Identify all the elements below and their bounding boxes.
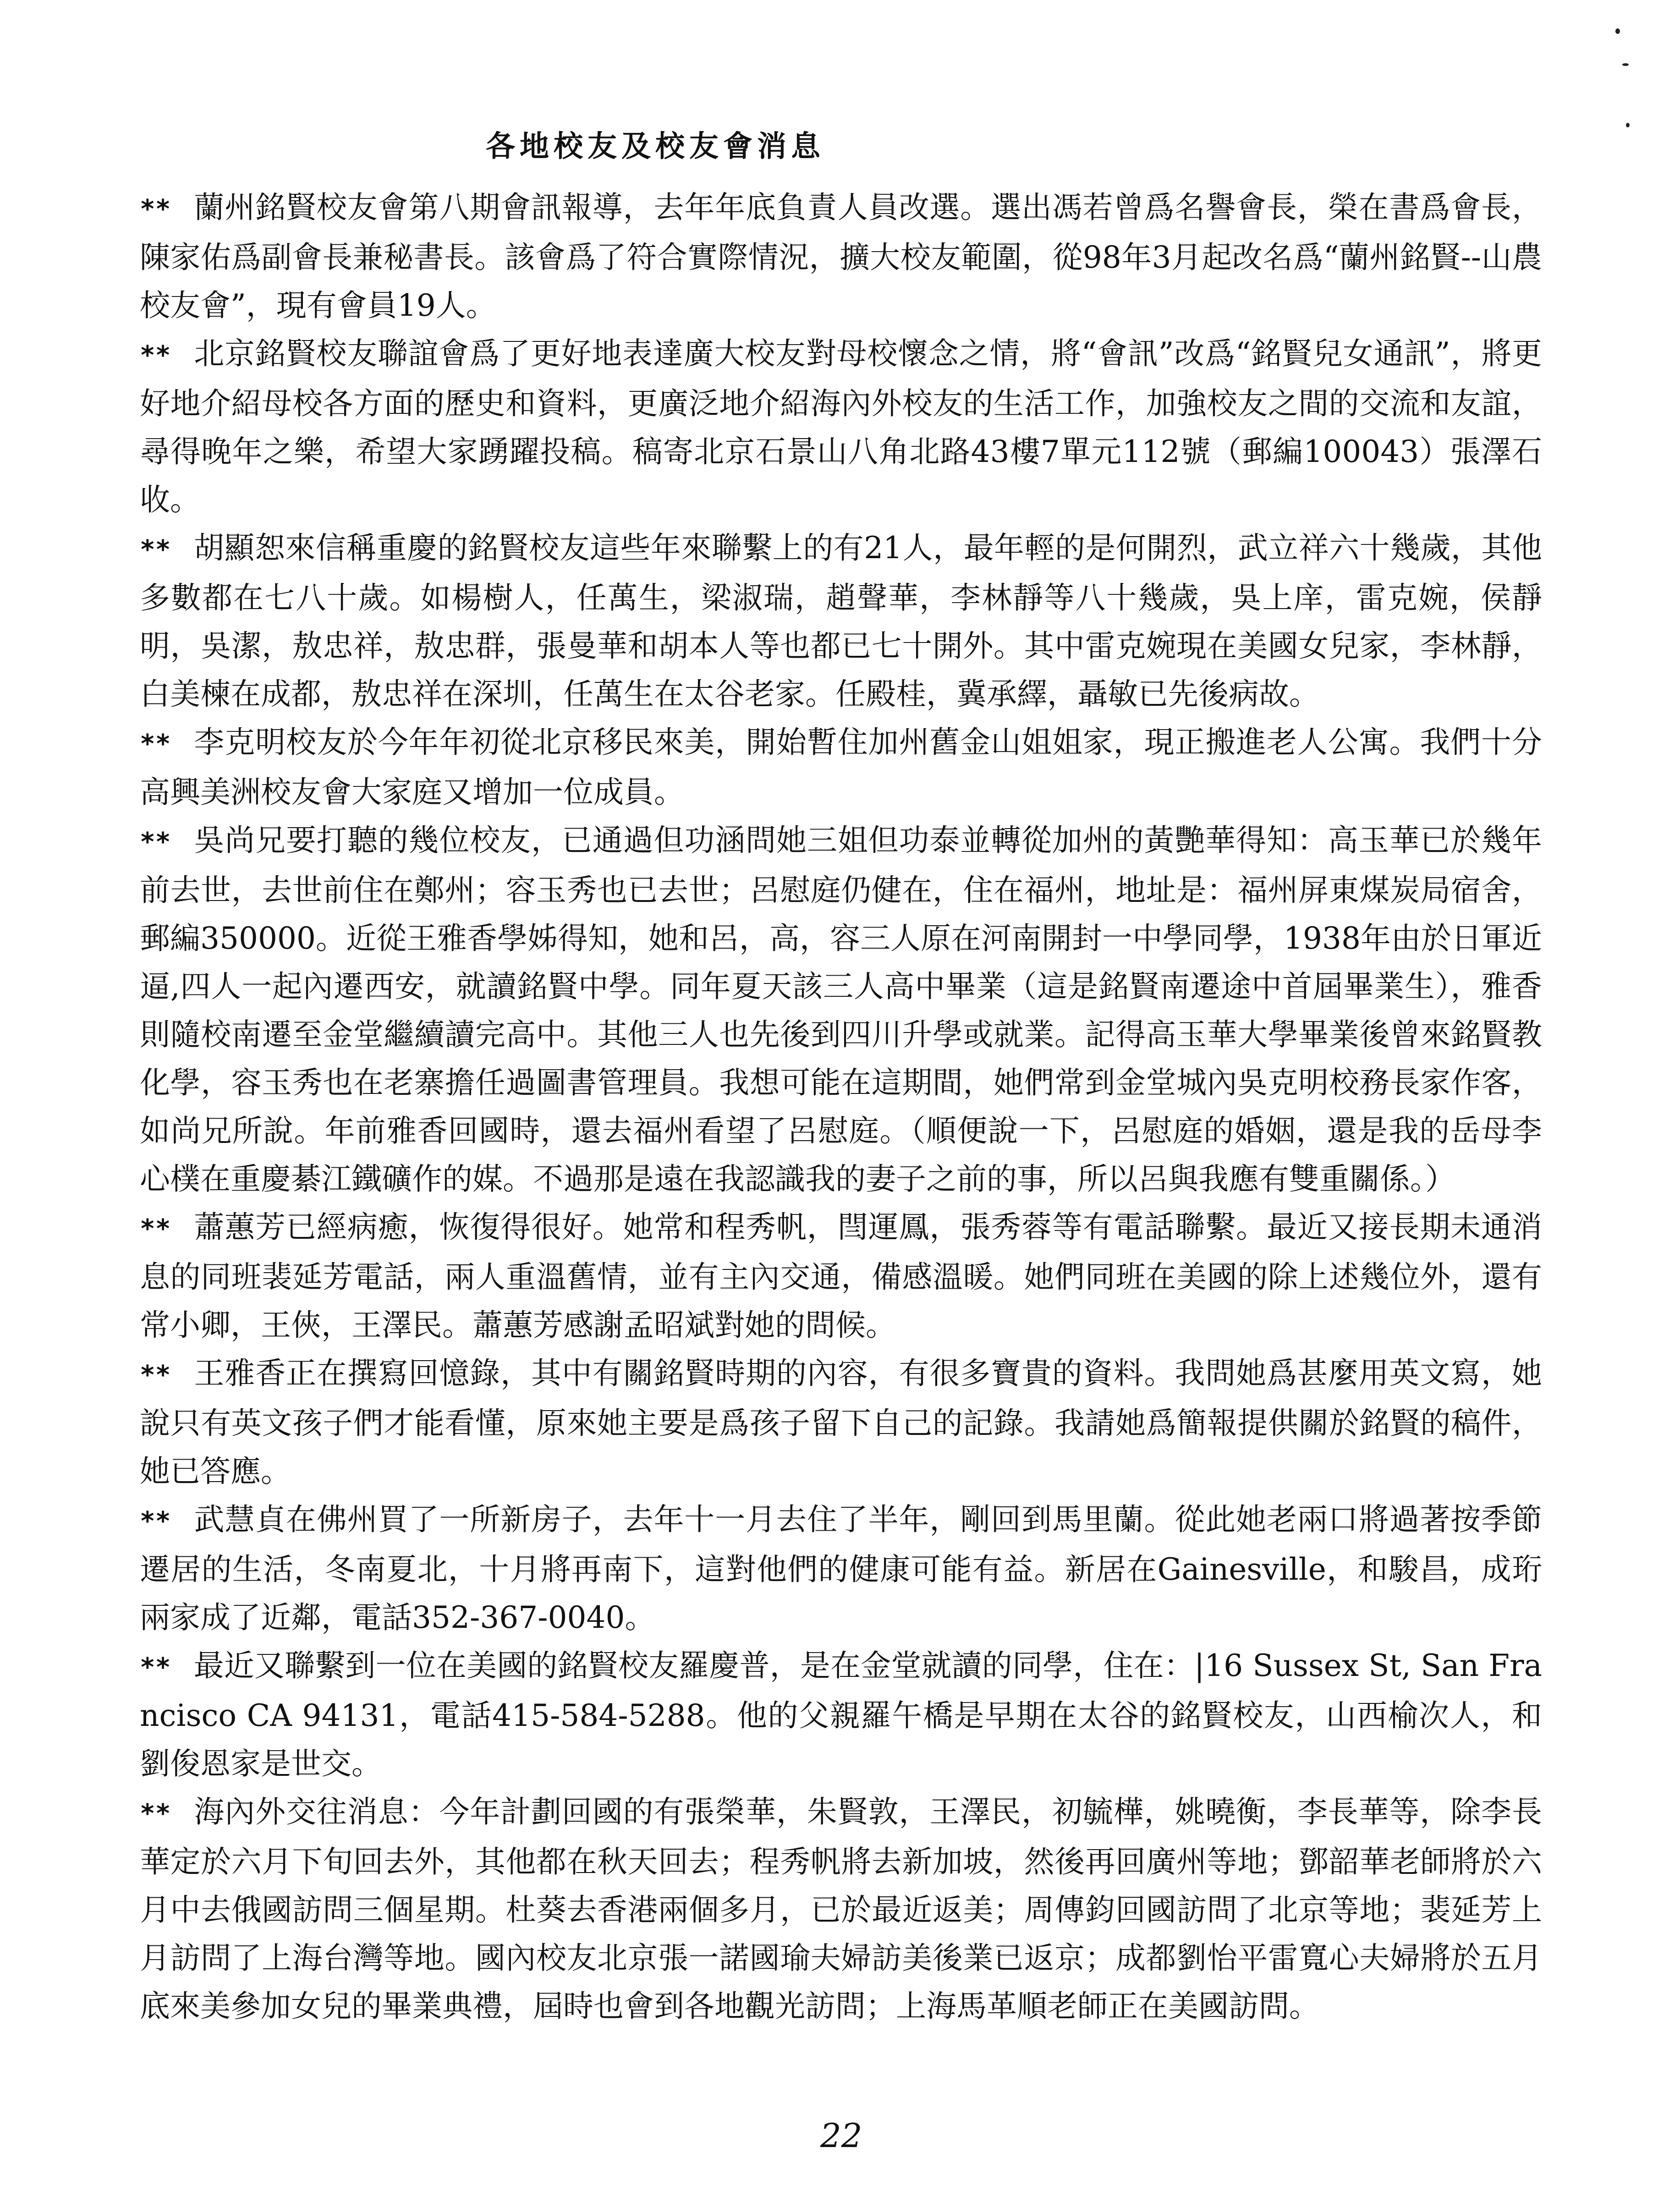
scan-speck [1622,63,1629,66]
news-item [140,1642,1542,1788]
scan-speck [1615,28,1620,34]
scan-speck [1626,123,1630,127]
page-title: 各地校友及校友會消息 [486,129,825,164]
news-item [140,1349,1542,1495]
news-item [140,183,1542,330]
news-item-text: 蘭州銘賢校友會第八期會訊報導，去年年底負責人員改選。選出馮若曾爲名譽會長，榮在書爲會長，陳家佑爲副會長兼秘書長。該會爲了符合實際情況，擴大校友範圍，從98年3月起改名爲“蘭州銘賢--山農校友會”，現有會員19人。 [140,190,1542,323]
news-item-text: 北京銘賢校友聯誼會爲了更好地表達廣大校友對母校懷念之情，將“會訊”改爲“銘賢兒女通訊”，將更好地介紹母校各方面的歷史和資料，更廣泛地介紹海內外校友的生活工作，加強校友之間的交流和友誼，尋得晚年之樂，希望大家踴躍投稿。稿寄北京石景山八角北路43樓7單元112號（郵編100043）張澤石收。 [140,336,1542,517]
item-marker: ** [140,1506,171,1536]
news-item [140,1788,1542,2030]
news-item-text: 胡顯恕來信稱重慶的銘賢校友這些年來聯繫上的有21人，最年輕的是何開烈，武立祥六十幾歲，其他多數都在七八十歲。如楊樹人，任萬生，梁淑瑞，趙聲華，李林靜等八十幾歲，吳上庠，雷克婉，侯靜明，吳潔，敖忠祥，敖忠群，張曼華和胡本人等也都已七十開外。其中雷克婉現在美國女兒家，李林靜，白美楝在成都，敖忠祥在深圳，任萬生在太谷老家。任殿桂，冀承繹，聶敏已先後病故。 [140,530,1542,712]
item-marker: ** [140,535,171,565]
item-marker: ** [140,341,171,370]
item-marker: ** [140,1360,171,1390]
news-item [140,816,1542,1203]
news-item [140,1495,1542,1642]
news-list [140,183,1542,2030]
item-marker: ** [140,827,171,857]
news-item [140,524,1542,718]
news-item-text: 吳尚兄要打聽的幾位校友，已通過但功涵問她三姐但功泰並轉從加州的黃艷華得知：高玉華已於幾年前去世，去世前住在鄭州；容玉秀也已去世；呂慰庭仍健在，住在福州，地址是：福州屏東煤炭局宿舍，郵編350000。近從王雅香學姊得知，她和呂，高，容三人原在河南開封一中學同學，1938年由於日軍近逼,四人一起內遷西安，就讀銘賢中學。同年夏天該三人高中畢業（這是銘賢南遷途中首屆畢業生），雅香則隨校南遷至金堂繼續讀完高中。其他三人也先後到四川升學或就業。記得高玉華大學畢業後曾來銘賢教化學，容玉秀也在老寨擔任過圖書管理員。我想可能在這期間，她們常到金堂城內吳克明校務長家作客，如尚兄所說。年前雅香回國時，還去福州看望了呂慰庭。（順便說一下，呂慰庭的婚姻，還是我的岳母李心樸在重慶綦江鐵礦作的媒。不過那是遠在我認識我的妻子之前的事，所以呂與我應有雙重關係。） [140,823,1542,1197]
news-item-text: 最近又聯繫到一位在美國的銘賢校友羅慶普，是在金堂就讀的同學，住在：|16 Sussex St, San Francisco CA 94131，電話415-584-5288。他的父親羅午橋是早期在太谷的銘賢校友，山西榆次人，和劉俊恩家是世交。 [140,1648,1542,1781]
page-number: 22 [820,2116,862,2155]
news-item-text: 武慧貞在佛州買了一所新房子，去年十一月去住了半年，剛回到馬里蘭。從此她老兩口將過著按季節遷居的生活，冬南夏北，十月將再南下，這對他們的健康可能有益。新居在Gainesville，和駿昌，成珩兩家成了近鄰，電話352-367-0040。 [140,1502,1542,1635]
news-item [140,330,1542,524]
item-marker: ** [140,194,171,224]
news-item [140,1203,1542,1349]
item-marker: ** [140,1214,171,1244]
item-marker: ** [140,1799,171,1829]
news-item [140,718,1542,816]
item-marker: ** [140,1653,171,1682]
item-marker: ** [140,729,171,759]
news-item-text: 李克明校友於今年年初從北京移民來美，開始暫住加州舊金山姐姐家，現正搬進老人公寓。我們十分高興美洲校友會大家庭又增加一位成員。 [140,725,1542,810]
news-item-text: 蕭蕙芳已經病癒，恢復得很好。她常和程秀帆，閆運鳳，張秀蓉等有電話聯繫。最近又接長期未通消息的同班裴延芳電話，兩人重溫舊情，並有主內交通，備感溫暖。她們同班在美國的除上述幾位外，還有常小卿，王俠，王澤民。蕭蕙芳感謝孟昭斌對她的問候。 [140,1209,1542,1343]
news-item-text: 海內外交往消息：今年計劃回國的有張榮華，朱賢敦，王澤民，初毓樺，姚曉衡，李長華等，除李長華定於六月下旬回去外，其他都在秋天回去；程秀帆將去新加坡，然後再回廣州等地；鄧韶華老師將於六月中去俄國訪問三個星期。杜葵去香港兩個多月，已於最近返美；周傳鈞回國訪問了北京等地；裴延芳上月訪問了上海台灣等地。國內校友北京張一諾國瑜夫婦訪美後業已返京；成都劉怡平雷寬心夫婦將於五月底來美參加女兒的畢業典禮，屆時也會到各地觀光訪問；上海馬革順老師正在美國訪問。 [140,1794,1542,2024]
news-item-text: 王雅香正在撰寫回憶錄，其中有關銘賢時期的內容，有很多寶貴的資料。我問她爲甚麼用英文寫，她說只有英文孩子們才能看懂，原來她主要是爲孩子留下自己的記錄。我請她爲簡報提供關於銘賢的稿件，她已答應。 [140,1356,1542,1489]
